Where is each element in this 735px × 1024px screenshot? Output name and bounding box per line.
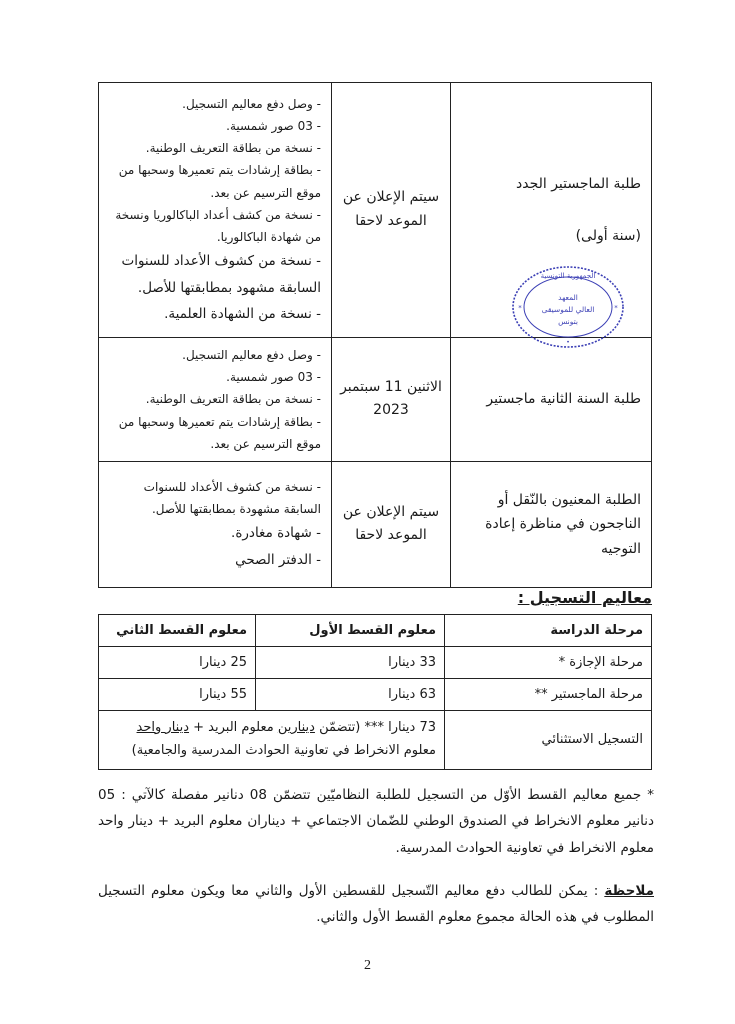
document-item: - وصل دفع معاليم التسجيل. xyxy=(182,96,321,111)
table-row xyxy=(99,679,652,711)
documents-cell xyxy=(99,338,332,462)
document-item: - نسخة من كشوف الأعداد للسنوات السابقة مشهودة بمطابقتها للأصل. xyxy=(143,479,321,517)
documents-cell xyxy=(99,83,332,338)
document-item: - نسخة من كشوف الأعداد للسنوات السابقة مشهود بمطابقتها للأصل. xyxy=(121,253,321,296)
fees-footnote: * جميع معاليم القسط الأوّل من التسجيل للطلبة النظاميّين تتضمّن 08 دنانير مفصلة كالآتي : 05 دنانير معلوم الانخراط في الصندوق الوطني للضّمان الاجتماعي + ديناران معلوم البريد + دينار واحد معلوم الانخراط في تعاونية الحوادث المدرسية. xyxy=(98,787,654,856)
document-item: - بطاقة إرشادات يتم تعميرها وسحبها من موقع الترسيم عن بعد. xyxy=(118,414,321,451)
special-fee-postal: دينارين xyxy=(277,720,315,735)
header-second-installment: معلوم القسط الثاني xyxy=(99,615,256,647)
document-item: - وصل دفع معاليم التسجيل. xyxy=(182,348,321,362)
category-sub-label: (سنة أولى) xyxy=(575,228,641,244)
stage-cell: التسجيل الاستثنائي xyxy=(445,711,652,770)
official-stamp-icon xyxy=(508,262,628,352)
second-installment-cell: 55 دينارا xyxy=(99,679,256,711)
first-installment-cell: 63 دينارا xyxy=(256,679,445,711)
document-item: - نسخة من بطاقة التعريف الوطنية. xyxy=(145,141,321,156)
document-item: - نسخة من كشف أعداد الباكالوريا ونسخة من شهادة الباكالوريا. xyxy=(115,207,321,244)
svg-text:بتونس: بتونس xyxy=(558,317,578,326)
document-item: - 03 صور شمسية. xyxy=(226,119,321,134)
second-installment-cell: 25 دينارا xyxy=(99,647,256,679)
date-cell: سيتم الإعلان عن الموعد لاحقا xyxy=(332,83,451,338)
special-fee-insurance: دينار واحد xyxy=(136,720,189,735)
svg-text:العالي للموسيقى: العالي للموسيقى xyxy=(541,305,595,314)
document-item: - بطاقة إرشادات يتم تعميرها وسحبها من موقع الترسيم عن بعد. xyxy=(118,163,321,200)
special-fee-text: معلوم الانخراط في تعاونية الحوادث المدرسية والجامعية) xyxy=(131,742,436,758)
svg-text:*: * xyxy=(614,304,618,312)
documents-cell xyxy=(99,461,332,587)
date-cell: سيتم الإعلان عن الموعد لاحقا xyxy=(332,461,451,587)
stage-cell: مرحلة الإجازة * xyxy=(445,647,652,679)
header-stage: مرحلة الدراسة xyxy=(445,615,652,647)
category-cell: طلبة السنة الثانية ماجستير xyxy=(451,338,652,462)
date-cell: الاثنين 11 سبتمبر 2023 xyxy=(332,338,451,462)
document-item: - نسخة من بطاقة التعريف الوطنية. xyxy=(145,392,321,407)
document-item: - الدفتر الصحي xyxy=(235,551,321,568)
document-item: - شهادة مغادرة. xyxy=(231,525,321,542)
table-header-row xyxy=(99,615,652,647)
svg-text:*: * xyxy=(518,304,522,312)
svg-text:الجمهورية التونسية: الجمهورية التونسية xyxy=(540,272,596,280)
svg-text:•: • xyxy=(566,339,570,346)
document-item: - نسخة من الشهادة العلمية. xyxy=(164,305,321,322)
special-fee-text: معلوم البريد + xyxy=(189,720,278,735)
category-cell: الطلبة المعنيون بالنّقل أو الناجحون في مناظرة إعادة التوجيه xyxy=(451,461,652,587)
table-row xyxy=(99,461,652,587)
svg-text:المعهد: المعهد xyxy=(558,293,578,302)
fees-table xyxy=(98,614,652,770)
first-installment-cell: 33 دينارا xyxy=(256,647,445,679)
remark-label: ملاحظة xyxy=(604,883,654,899)
table-row xyxy=(99,711,652,770)
document-item: - 03 صور شمسية. xyxy=(226,370,321,385)
remark-note xyxy=(98,878,654,931)
stage-cell: مرحلة الماجستير ** xyxy=(445,679,652,711)
table-row xyxy=(99,647,652,679)
special-fee-text: 73 دينارا *** (تتضمّن xyxy=(314,720,436,735)
category-label: طلبة الماجستير الجدد xyxy=(515,175,641,192)
page-number: 2 xyxy=(364,958,371,973)
fees-heading: معاليم التسجيل : xyxy=(517,588,652,607)
special-fee-cell xyxy=(99,711,445,770)
header-first-installment: معلوم القسط الأول xyxy=(256,615,445,647)
remark-text: : يمكن للطالب دفع معاليم التّسجيل للقسطين الأول والثاني معا ويكون معلوم التسجيل المطلوب في هذه الحالة مجموع معلوم القسط الأول والثاني. xyxy=(98,883,654,926)
table-row xyxy=(99,338,652,462)
